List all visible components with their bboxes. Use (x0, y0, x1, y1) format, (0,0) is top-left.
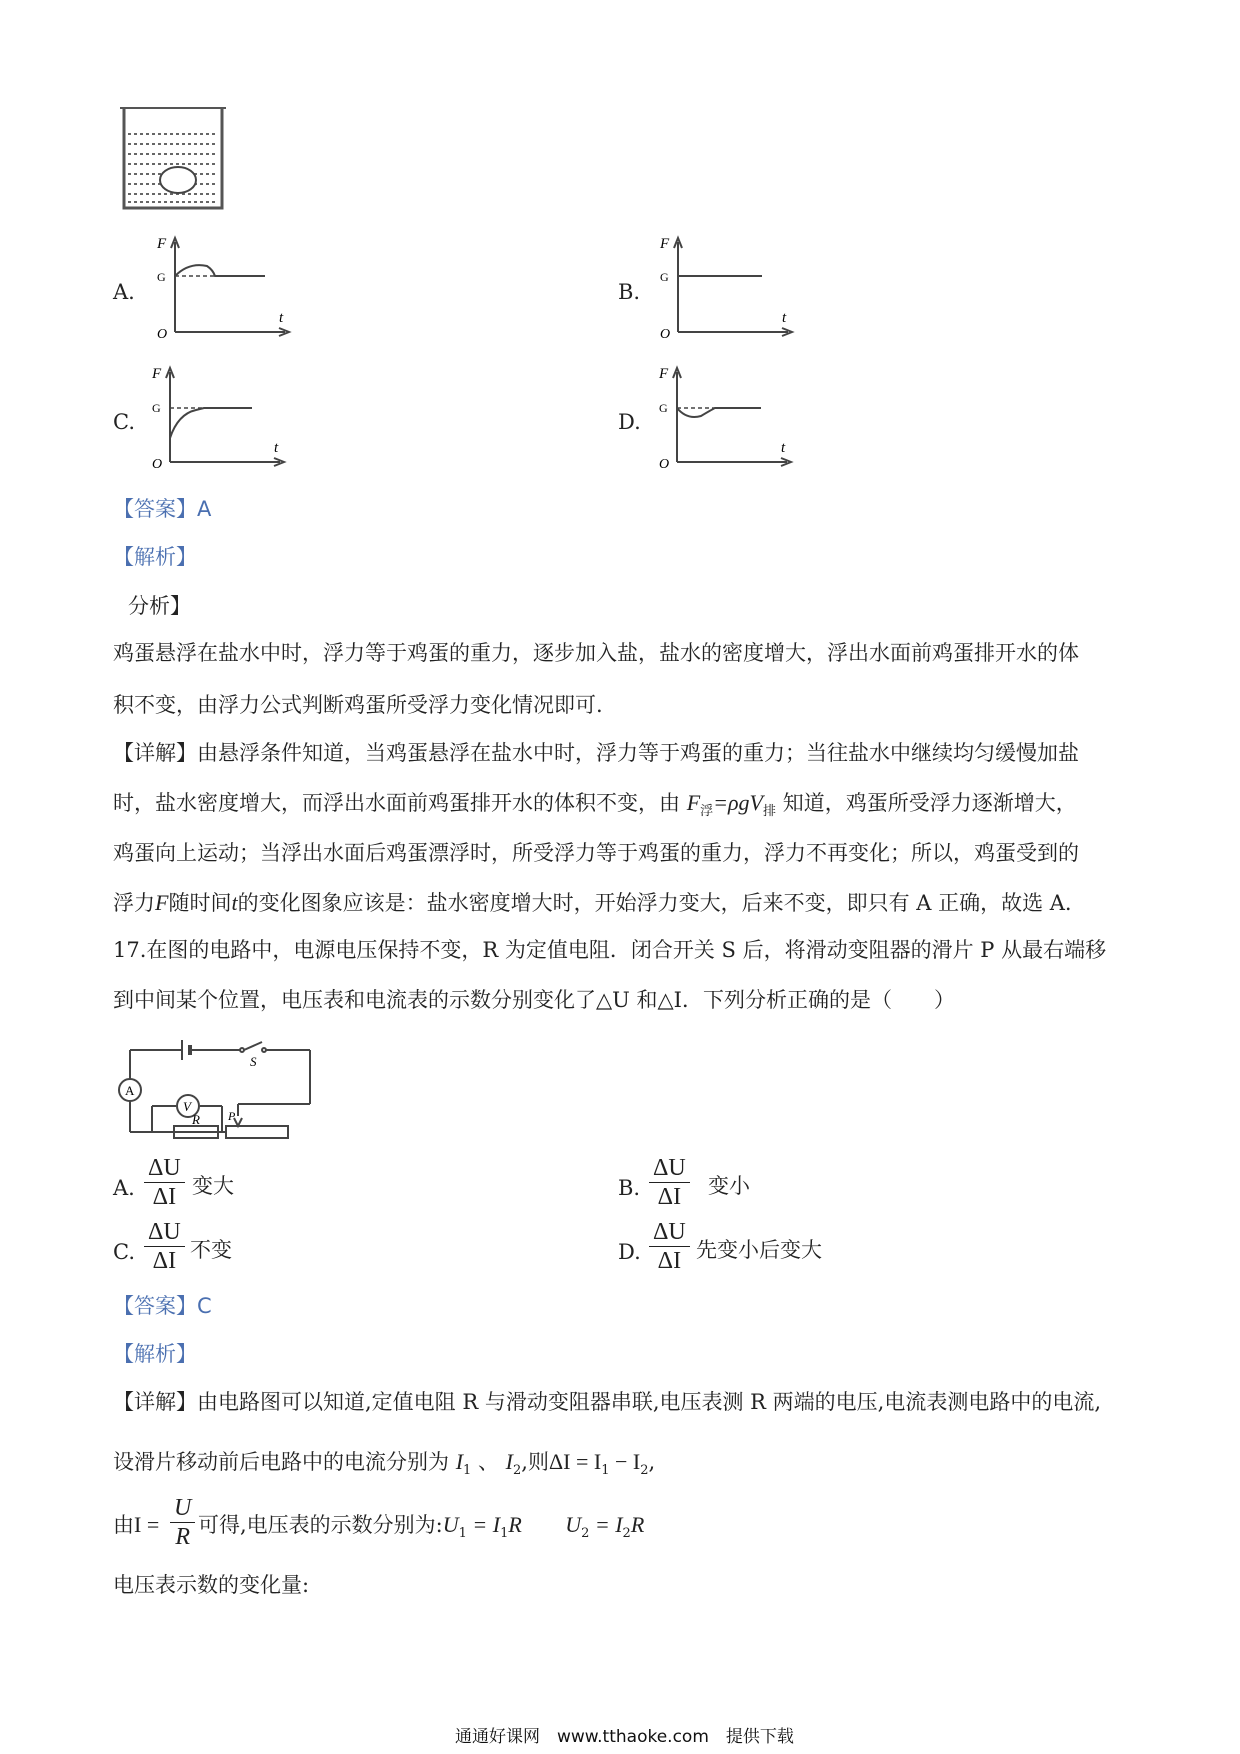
symbol-i1-sub: 1 (463, 1463, 472, 1478)
q16-option-d-graph (655, 364, 795, 474)
axis-t-label: t (274, 440, 279, 456)
answer-value: C (197, 1294, 212, 1318)
ohm-lhs: I = (134, 1512, 160, 1537)
slider-label: P (228, 1109, 236, 1123)
q17-option-d-letter: D. (618, 1240, 641, 1264)
detail-text: ,则 (521, 1450, 549, 1474)
detail-text: 由电路图可以知道,定值电阻 R 与滑动变阻器串联,电压表测 R 两端的电压,电流表测电路中的电流, (197, 1390, 1102, 1414)
detail-text: 由悬浮条件知道，当鸡蛋悬浮在盐水中时，浮力等于鸡蛋的重力；当往盐水中继续均匀缓慢加盐 (197, 741, 1079, 765)
q16-detail-line4 (113, 878, 1072, 928)
axis-g-label: G (660, 270, 669, 284)
symbol-i1: I (455, 1449, 464, 1474)
q16-analysis-label: 【解析】 (113, 545, 197, 569)
q16-option-d-letter: D. (618, 410, 641, 434)
axis-f-label: F (659, 366, 669, 382)
minus-term: − I (609, 1449, 641, 1474)
formula-f-sub: 浮 (700, 804, 714, 819)
q17-option-b-fraction (649, 1154, 690, 1211)
axis-o-label: O (157, 327, 168, 342)
formula-v-sub: 排 (763, 804, 777, 819)
detail-text: 的变化图象应该是：盐水密度增大时，开始浮力变大，后来不变，即只有 A 正确，故选 A. (237, 891, 1072, 915)
egg-shape (160, 167, 196, 193)
circuit-diagram (112, 1032, 316, 1144)
detail-text: 时，盐水密度增大，而浮出水面前鸡蛋排开水的体积不变，由 (113, 791, 680, 815)
axis-t-label: t (781, 440, 786, 456)
delta-sub1: 1 (601, 1463, 610, 1478)
fraction-numerator: ΔU (148, 1219, 181, 1245)
q17-line3-rest (198, 1500, 644, 1559)
q16-detail-line3: 鸡蛋向上运动；当浮出水面后鸡蛋漂浮时，所受浮力等于鸡蛋的重力，浮力不再变化；所以，鸡蛋受到的 (113, 841, 1079, 865)
q17-option-a-fraction (144, 1154, 185, 1211)
separator: 、 (477, 1450, 499, 1474)
axis-g-label: G (157, 270, 166, 284)
symbol-f: F (155, 890, 169, 915)
axis-o-label: O (152, 457, 163, 472)
axis-t-label: t (279, 310, 284, 326)
symbol-u1: U (442, 1512, 459, 1537)
q17-option-d-text: 先变小后变大 (696, 1238, 822, 1262)
fraction-denominator: ΔI (144, 1182, 185, 1211)
q16-option-a-graph (155, 234, 295, 344)
switch-label: S (250, 1054, 257, 1069)
fraction-numerator: ΔU (148, 1155, 181, 1181)
fraction-denominator: ΔI (649, 1182, 690, 1211)
voltmeter-label: V (183, 1099, 191, 1114)
q17-stem-line1: 17.在图的电路中，电源电压保持不变，R 为定值电阻．闭合开关 S 后，将滑动变阻器的滑片 P 从最右端移 (113, 938, 1107, 962)
axis-g-label: G (659, 401, 668, 415)
ohm-fraction (170, 1494, 195, 1551)
fraction-denominator: ΔI (144, 1246, 185, 1275)
symbol-u2: U (565, 1512, 582, 1537)
q17-stem-line2: 到中间某个位置，电压表和电流表的示数分别变化了△U 和△I．下列分析正确的是（ ） (113, 988, 955, 1012)
detail-text: 可得,电压表的示数分别为: (198, 1513, 443, 1537)
fraction-denominator: ΔI (649, 1246, 690, 1275)
u2-rhs: = I (589, 1512, 623, 1537)
detail-text: 浮力 (113, 891, 155, 915)
page-footer: 通通好课网 www.tthaoke.com 提供下载 (455, 1727, 794, 1747)
q16-answer (113, 495, 211, 523)
symbol-i2: I (505, 1449, 513, 1474)
detail-text: 知道，鸡蛋所受浮力逐渐增大， (782, 791, 1077, 815)
ammeter-label: A (125, 1083, 135, 1098)
u2-rhs-sub: 2 (622, 1526, 631, 1541)
axis-g-label: G (152, 401, 161, 415)
q17-option-a-letter: A. (113, 1176, 135, 1200)
q16-fenxi-line2: 积不变，由浮力公式判断鸡蛋所受浮力变化情况即可. (113, 693, 603, 717)
symbol-t: t (231, 890, 238, 915)
q17-answer (113, 1292, 212, 1320)
detail-label: 【详解】 (113, 741, 197, 765)
fraction-numerator: U (174, 1495, 192, 1521)
formula-mid: =ρgV (713, 790, 763, 815)
detail-text: 由 (113, 1513, 134, 1537)
fraction-numerator: ΔU (653, 1155, 686, 1181)
resistor-label: R (192, 1112, 200, 1127)
q17-option-b-text: 变小 (708, 1174, 750, 1198)
q17-line3-prefix (113, 1500, 159, 1550)
q16-option-a-letter: A. (113, 280, 135, 304)
u1-r: R (508, 1512, 522, 1537)
q17-option-a-text: 变大 (192, 1174, 234, 1198)
q17-line4: 电压表示数的变化量: (113, 1573, 310, 1597)
fraction-denominator: R (170, 1522, 195, 1551)
axis-o-label: O (660, 327, 671, 342)
symbol-i2-sub: 2 (513, 1463, 522, 1478)
comma: , (648, 1450, 656, 1474)
u1-rhs: = I (466, 1512, 501, 1537)
axis-t-label: t (782, 310, 787, 326)
u1-rhs-sub: 1 (500, 1526, 509, 1541)
q17-analysis-label: 【解析】 (113, 1342, 197, 1366)
axis-f-label: F (152, 366, 162, 382)
q17-detail-line2 (113, 1437, 655, 1496)
q16-option-b-graph (658, 234, 798, 344)
fraction-numerator: ΔU (653, 1219, 686, 1245)
q16-option-c-graph (148, 364, 288, 474)
formula-f: F (686, 790, 701, 815)
axis-f-label: F (157, 236, 167, 252)
symbol-u2-sub: 2 (581, 1526, 590, 1541)
symbol-u1-sub: 1 (458, 1526, 467, 1541)
q16-option-c-letter: C. (113, 410, 135, 434)
axis-f-label: F (660, 236, 670, 252)
q17-detail-line1 (113, 1377, 1101, 1427)
q17-option-c-fraction (144, 1218, 185, 1275)
answer-label: 【答案】 (113, 1294, 197, 1318)
beaker-egg-figure (116, 104, 228, 212)
q17-option-c-letter: C. (113, 1240, 135, 1264)
q16-fenxi-label: 分析】 (128, 594, 191, 618)
detail-label: 【详解】 (113, 1390, 197, 1414)
q16-detail-line1 (113, 728, 1079, 778)
q16-option-b-letter: B. (618, 280, 641, 304)
u2-r: R (630, 1512, 645, 1537)
detail-text: 设滑片移动前后电路中的电流分别为 (113, 1450, 449, 1474)
delta-equation: ΔI = I (548, 1449, 602, 1474)
q17-option-d-fraction (649, 1218, 690, 1275)
q17-option-c-text: 不变 (190, 1238, 232, 1262)
q16-fenxi-line1: 鸡蛋悬浮在盐水中时，浮力等于鸡蛋的重力，逐步加入盐，盐水的密度增大，浮出水面前鸡蛋排开水的体 (113, 641, 1079, 665)
answer-label: 【答案】 (113, 497, 197, 521)
answer-value: A (197, 497, 212, 521)
detail-text: 随时间 (168, 891, 232, 915)
axis-o-label: O (659, 457, 670, 472)
delta-sub2: 2 (640, 1463, 649, 1478)
q17-option-b-letter: B. (618, 1176, 641, 1200)
